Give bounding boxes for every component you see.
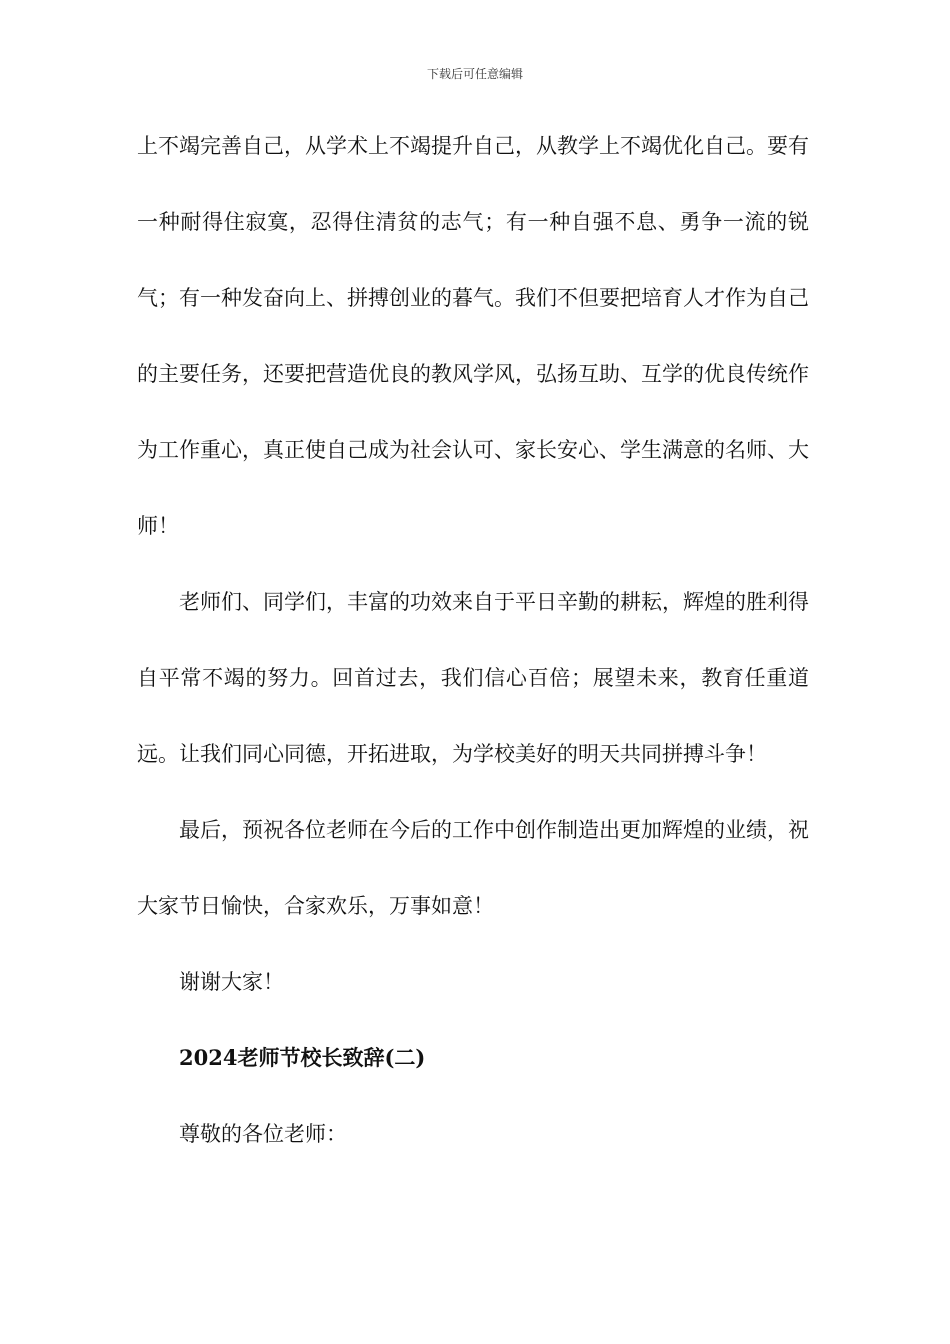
document-body (137, 108, 809, 1172)
paragraph-thanks: 谢谢大家！ (179, 970, 284, 994)
paragraph-closing-remarks: 老师们、同学们，丰富的功效来自于平日辛勤的耕耘，辉煌的胜利得自平常不竭的努力。回首过去，我们信心百倍；展望未来，教育任重道远。让我们同心同德，开拓进取，为学校美好的明天共同拼搏斗争！ (137, 590, 809, 766)
greeting: 尊敬的各位老师： (179, 1122, 347, 1146)
paragraph-wishes: 最后，预祝各位老师在今后的工作中创作制造出更加辉煌的业绩，祝大家节日愉快，合家欢乐，万事如意！ (137, 818, 809, 918)
section-title: 2024老师节校长致辞(二) (179, 1045, 426, 1070)
header-note: 下载后可任意编辑 (426, 67, 523, 81)
paragraph-continued: 上不竭完善自己，从学术上不竭提升自己，从教学上不竭优化自己。要有一种耐得住寂寞，忍得住清贫的志气；有一种自强不息、勇争一流的锐气；有一种发奋向上、拼搏创业的暮气。我们不但要把培育人才作为自己的主要任务，还要把营造优良的教风学风，弘扬互助、互学的优良传统作为工作重心，真正使自己成为社会认可、家长安心、学生满意的名师、大师！ (137, 134, 809, 538)
